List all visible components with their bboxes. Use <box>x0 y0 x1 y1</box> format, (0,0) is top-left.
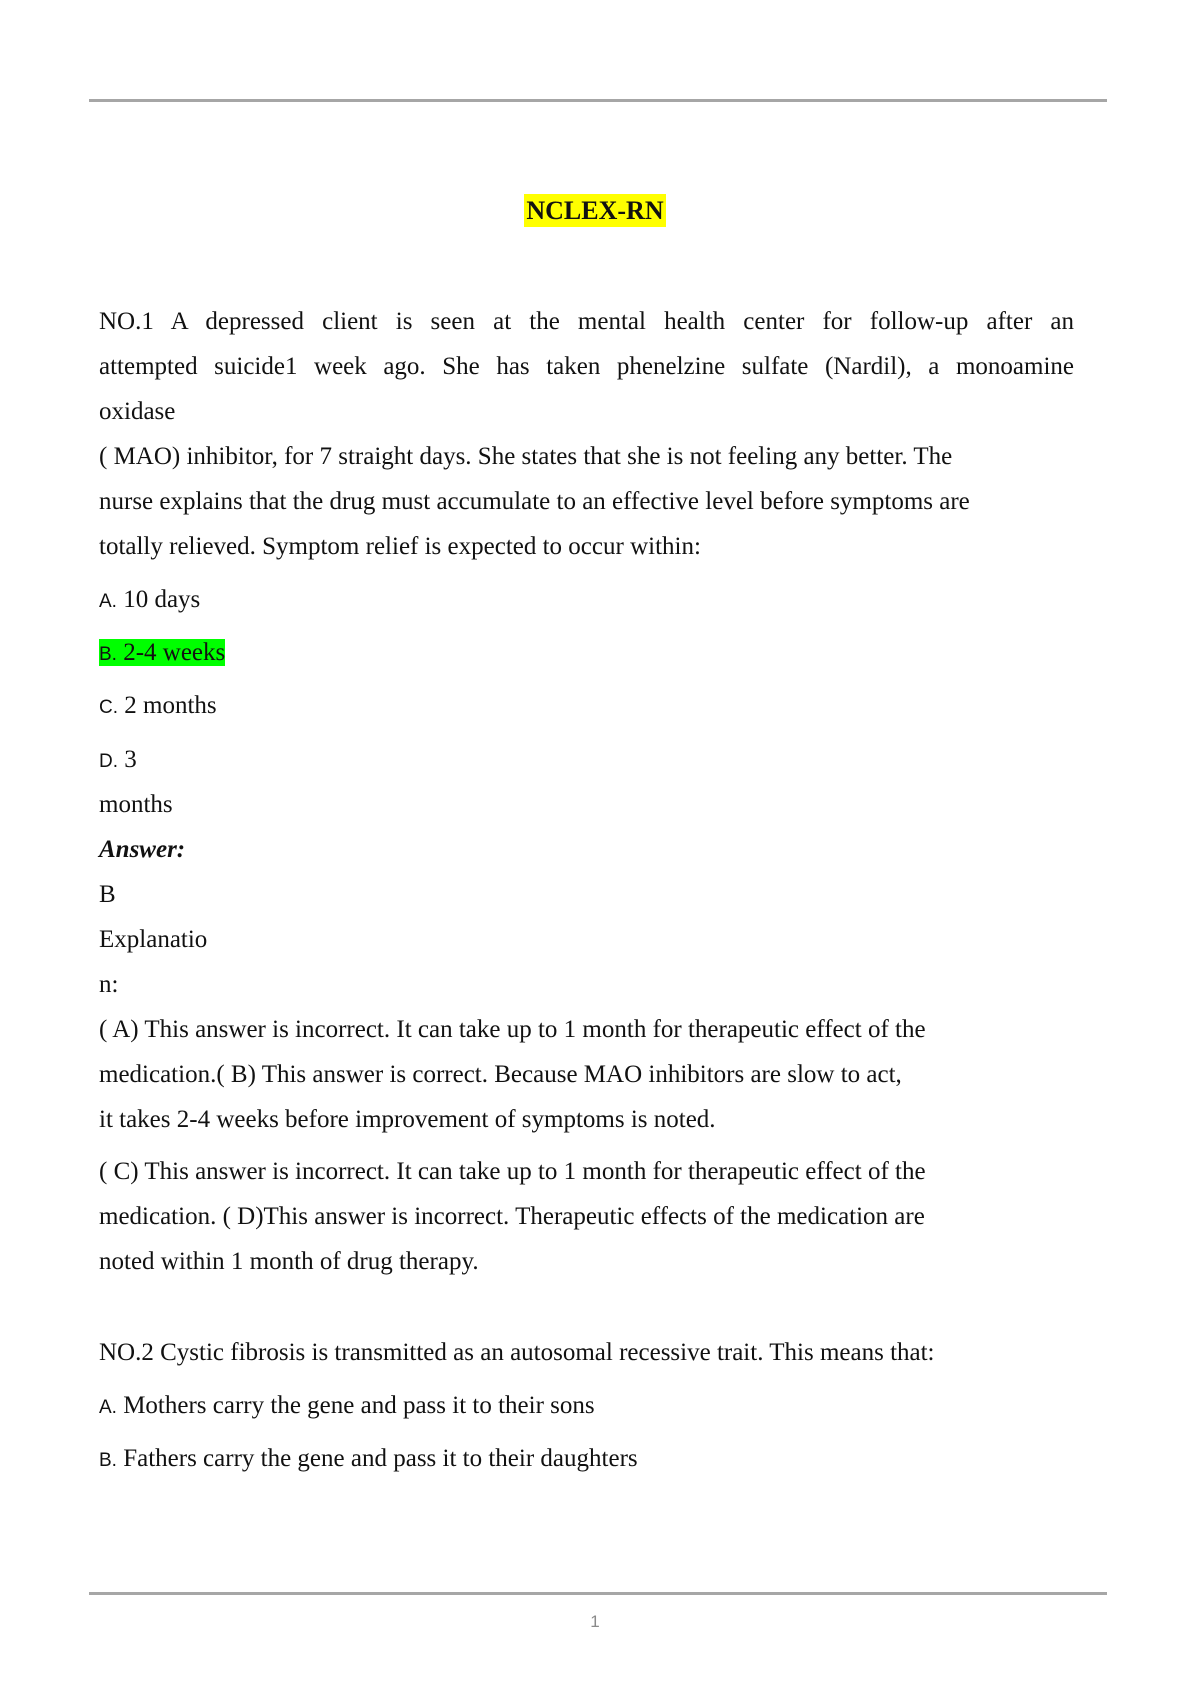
option-text: Mothers carry the gene and pass it to their sons <box>116 1392 595 1419</box>
q1-option-a <box>99 586 200 614</box>
explanation-line-1: ( A) This answer is incorrect. It can take up to 1 month for therapeutic effect of the <box>99 1016 926 1043</box>
q1-option-b <box>99 639 225 667</box>
explanation-line-4: ( C) This answer is incorrect. It can take up to 1 month for therapeutic effect of the <box>99 1158 926 1185</box>
explanation-line-2: medication.( B) This answer is correct. Because MAO inhibitors are slow to act, <box>99 1061 902 1088</box>
explanation-line-3: it takes 2-4 weeks before improvement of symptoms is noted. <box>99 1106 716 1133</box>
footer-rule <box>89 1592 1107 1595</box>
option-letter: B. <box>99 1450 117 1471</box>
q2-option-b <box>99 1445 638 1473</box>
page-title <box>0 196 1190 226</box>
page-number: 1 <box>590 1612 600 1631</box>
q2-stem: NO.2 Cystic fibrosis is transmitted as an autosomal recessive trait. This means that: <box>99 1339 935 1366</box>
q1-stem-line-2: attempted suicide1 week ago. She has taken phenelzine sulfate (Nardil), a monoamine <box>99 353 1074 380</box>
option-letter: B. <box>99 644 117 665</box>
q1-stem-line-4: ( MAO) inhibitor, for 7 straight days. She states that she is not feeling any better. The <box>99 443 953 470</box>
q1-option-c <box>99 692 217 720</box>
option-text: Fathers carry the gene and pass it to their daughters <box>116 1445 638 1472</box>
option-letter: A. <box>99 591 117 612</box>
correct-option-highlight <box>99 639 225 666</box>
option-text: 2-4 weeks <box>116 639 226 666</box>
option-text: 10 days <box>116 586 201 613</box>
option-text: 2 months <box>118 692 217 719</box>
q1-stem-line-3: oxidase <box>99 398 176 425</box>
q1-stem-line-1: NO.1 A depressed client is seen at the mental health center for follow-up after an <box>99 308 1074 335</box>
option-letter: D. <box>99 751 118 772</box>
option-letter: C. <box>99 697 118 718</box>
explanation-label: Explanatio <box>99 926 208 953</box>
q2-option-a <box>99 1392 595 1420</box>
header-rule <box>89 99 1107 102</box>
answer-value: B <box>99 881 116 908</box>
title-text: NCLEX-RN <box>526 196 664 225</box>
option-letter: A. <box>99 1397 117 1418</box>
explanation-line-6: noted within 1 month of drug therapy. <box>99 1248 479 1275</box>
explanation-label-continued: n: <box>99 971 119 998</box>
option-text: 3 <box>118 746 137 773</box>
q1-stem-line-5: nurse explains that the drug must accumulate to an effective level before symptoms are <box>99 488 970 515</box>
explanation-line-5: medication. ( D)This answer is incorrect. Therapeutic effects of the medication are <box>99 1203 925 1230</box>
q1-option-d <box>99 746 137 774</box>
q1-stem-line-6: totally relieved. Symptom relief is expected to occur within: <box>99 533 701 560</box>
answer-label: Answer: <box>99 836 186 863</box>
q1-option-d-continued: months <box>99 791 173 818</box>
